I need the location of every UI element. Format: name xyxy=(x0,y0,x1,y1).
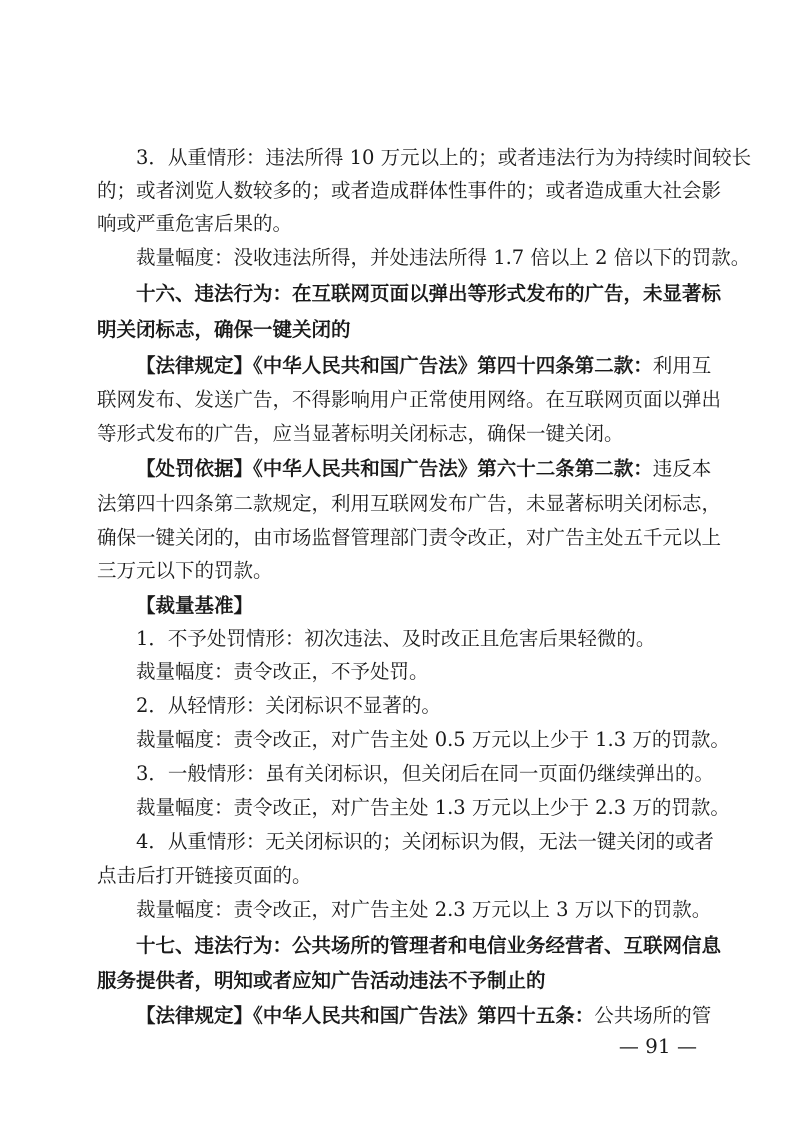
text-segment: 明关闭标志，确保一键关闭的 xyxy=(97,318,351,341)
text-segment: 3．从重情形：违法所得 10 万元以上的；或者违法行为为持续时间较长 xyxy=(136,146,752,169)
text-line xyxy=(97,492,722,516)
section-heading xyxy=(136,934,722,958)
text-segment: 十六、违法行为：在互联网页面以弹出等形式发布的广告，未显著标 xyxy=(136,282,722,305)
legal-reference-label: 【法律规定】《中华人民共和国广告法》第四十四条第二款： xyxy=(136,354,653,377)
text-segment: 服务提供者，明知或者应知广告活动违法不予制止的 xyxy=(97,969,546,992)
text-line xyxy=(97,388,722,412)
text-segment: 裁量幅度：责令改正，对广告主处 2.3 万元以上 3 万以下的罚款。 xyxy=(136,898,712,921)
text-line xyxy=(136,796,730,820)
text-segment: 的；或者浏览人数较多的；或者造成群体性事件的；或者造成重大社会影 xyxy=(97,179,722,202)
text-line xyxy=(136,146,752,170)
text-segment: 1．不予处罚情形：初次违法、及时改正且危害后果轻微的。 xyxy=(136,627,656,650)
text-line xyxy=(136,660,697,684)
section-heading xyxy=(136,282,722,306)
text-line xyxy=(97,179,722,203)
penalty-basis-label: 【处罚依据】《中华人民共和国广告法》第六十二条第二款： xyxy=(136,457,653,480)
text-line xyxy=(136,762,714,786)
text-line xyxy=(136,354,712,378)
text-segment: 法第四十四条第二款规定，利用互联网发布广告，未显著标明关闭标志， xyxy=(97,492,722,515)
text-line xyxy=(97,864,697,888)
text-segment: 3．一般情形：虽有关闭标识，但关闭后在同一页面仍继续弹出的。 xyxy=(136,762,714,785)
text-segment: 2．从轻情形：关闭标识不显著的。 xyxy=(136,694,441,717)
section-heading xyxy=(97,318,697,342)
text-line xyxy=(136,627,697,651)
text-line xyxy=(136,898,712,922)
text-segment: 裁量幅度：没收违法所得，并处违法所得 1.7 倍以上 2 倍以下的罚款。 xyxy=(136,246,751,269)
text-segment: 裁量幅度：责令改正，对广告主处 0.5 万元以上少于 1.3 万的罚款。 xyxy=(136,728,730,751)
discretion-standard-heading xyxy=(136,594,697,618)
page-number: — 91 — xyxy=(618,1034,697,1058)
text-line xyxy=(97,559,697,583)
legal-reference-label: 【法律规定】《中华人民共和国广告法》第四十五条： xyxy=(136,1004,595,1027)
text-line xyxy=(136,830,714,854)
text-segment: 三万元以下的罚款。 xyxy=(97,559,273,582)
text-segment: 【裁量基准】 xyxy=(136,594,254,617)
text-segment: 等形式发布的广告，应当显著标明关闭标志，确保一键关闭。 xyxy=(97,422,624,445)
text-segment: 违反本 xyxy=(652,457,712,480)
text-segment: 确保一键关闭的，由市场监督管理部门责令改正，对广告主处五千元以上 xyxy=(97,526,722,549)
text-segment: 公共场所的管 xyxy=(594,1004,712,1027)
text-segment: 十七、违法行为：公共场所的管理者和电信业务经营者、互联网信息 xyxy=(136,934,722,957)
text-line xyxy=(136,457,712,481)
section-heading xyxy=(97,969,697,993)
text-line xyxy=(136,246,751,270)
text-segment: 利用互 xyxy=(652,354,712,377)
text-line xyxy=(136,694,697,718)
text-segment: 响或严重危害后果的。 xyxy=(97,212,293,235)
text-segment: 4．从重情形：无关闭标识的；关闭标识为假，无法一键关闭的或者 xyxy=(136,830,714,853)
text-line xyxy=(136,1004,712,1028)
text-line xyxy=(97,526,722,550)
text-segment: 裁量幅度：责令改正，不予处罚。 xyxy=(136,660,429,683)
text-line xyxy=(97,422,697,446)
text-segment: 点击后打开链接页面的。 xyxy=(97,864,312,887)
text-line xyxy=(136,728,730,752)
text-segment: 联网发布、发送广告，不得影响用户正常使用网络。在互联网页面以弹出 xyxy=(97,388,722,411)
text-segment: 裁量幅度：责令改正，对广告主处 1.3 万元以上少于 2.3 万的罚款。 xyxy=(136,796,730,819)
text-line xyxy=(97,212,697,236)
